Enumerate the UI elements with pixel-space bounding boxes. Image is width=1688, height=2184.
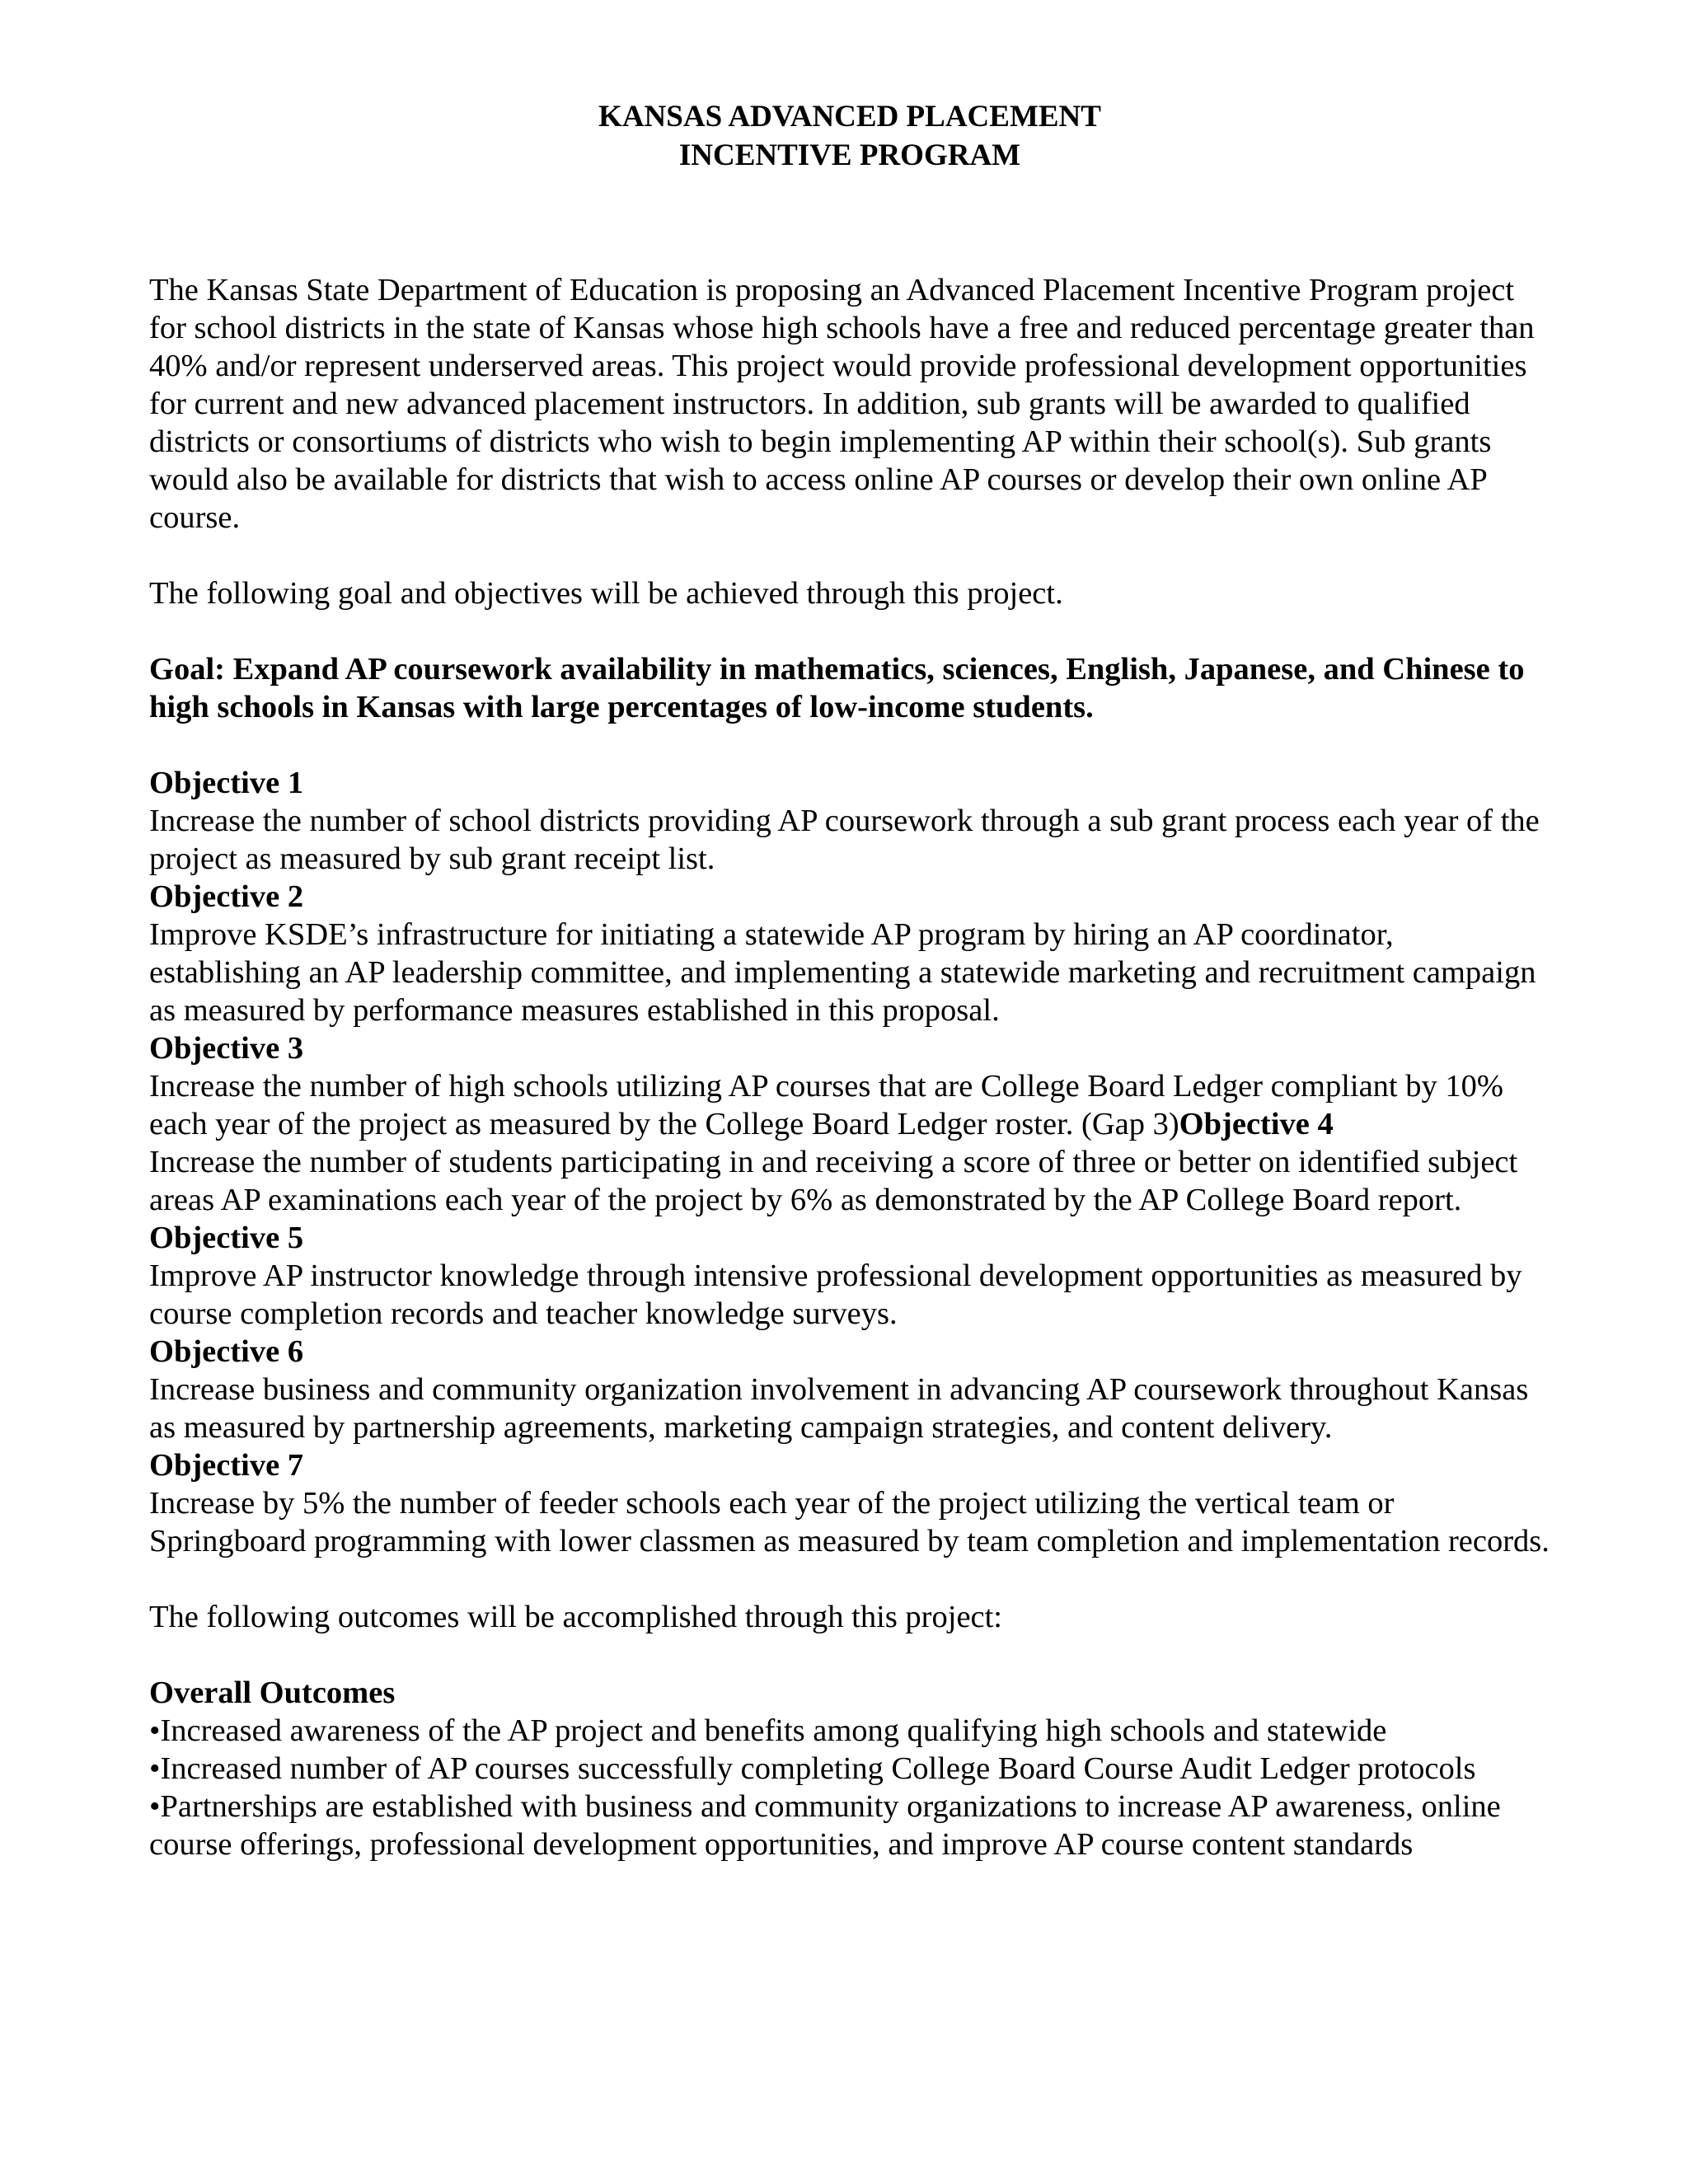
objective-3-heading: Objective 3 xyxy=(149,1031,304,1066)
document-title xyxy=(149,97,1550,175)
objective-7-heading: Objective 7 xyxy=(149,1448,304,1483)
objective-2-text: Improve KSDE’s infrastructure for initiating a statewide AP program by hiring an AP coordinator, establishing an AP leadership committee, and implementing a statewide marketing and recruitment campaign as measured by performance measures established in this proposal. xyxy=(149,917,1536,1028)
outcome-item: •Increased number of AP courses successfully completing College Board Course Audit Ledger protocols xyxy=(149,1751,1476,1786)
goal-statement: Goal: Expand AP coursework availability in mathematics, sciences, English, Japanese, and Chinese to high schools in Kansas with large percentages of low-income students. xyxy=(149,652,1525,724)
document-page xyxy=(149,97,1550,1863)
outcomes-heading: Overall Outcomes xyxy=(149,1675,396,1710)
objective-4-heading: Objective 4 xyxy=(1179,1107,1334,1141)
objective-5-text: Improve AP instructor knowledge through intensive professional development opportunities as measured by course completion records and teacher knowledge surveys. xyxy=(149,1258,1522,1331)
objective-6-heading: Objective 6 xyxy=(149,1334,304,1369)
outcome-item: •Increased awareness of the AP project and benefits among qualifying high schools and statewide xyxy=(149,1713,1387,1748)
objective-5-heading: Objective 5 xyxy=(149,1221,304,1255)
objective-2-heading: Objective 2 xyxy=(149,879,304,914)
objective-3-body: Increase the number of high schools utilizing AP courses that are College Board Ledger compliant by 10% each year of the project as measured by the College Board Ledger roster. (Gap 3) xyxy=(149,1069,1503,1141)
objectives-list xyxy=(149,764,1550,1560)
outcomes-lead: The following outcomes will be accomplished through this project: xyxy=(149,1600,1003,1634)
objective-1-text: Increase the number of school districts providing AP coursework through a sub grant process each year of the project as measured by sub grant receipt list. xyxy=(149,804,1540,876)
intro-paragraph: The Kansas State Department of Education is proposing an Advanced Placement Incentive Program project for school districts in the state of Kansas whose high schools have a free and reduced percentage greater than 40% and/or represent underserved areas. This project would provide professional development opportunities for current and new advanced placement instructors. In addition, sub grants will be awarded to qualified districts or consortiums of districts who wish to begin implementing AP within their school(s). Sub grants would also be available for districts that wish to access online AP courses or develop their own online AP course. xyxy=(149,273,1535,535)
title-line-1: KANSAS ADVANCED PLACEMENT xyxy=(598,100,1101,134)
outcomes-list xyxy=(149,1712,1550,1863)
objective-1-heading: Objective 1 xyxy=(149,766,304,800)
objective-6-text: Increase business and community organization involvement in advancing AP coursework throughout Kansas as measured by partnership agreements, marketing campaign strategies, and content delivery. xyxy=(149,1372,1529,1445)
title-line-2: INCENTIVE PROGRAM xyxy=(678,138,1021,172)
objective-4-text: Increase the number of students participating in and receiving a score of three or better on identified subject areas AP examinations each year of the project by 6% as demonstrated by the AP College Board report. xyxy=(149,1145,1518,1217)
outcome-item: •Partnerships are established with business and community organizations to increase AP awareness, online course offerings, professional development opportunities, and improve AP course content standards xyxy=(149,1789,1501,1862)
objective-3-text xyxy=(149,1067,1550,1143)
objectives-lead: The following goal and objectives will be achieved through this project. xyxy=(149,576,1063,611)
objective-7-text: Increase by 5% the number of feeder schools each year of the project utilizing the vertical team or Springboard programming with lower classmen as measured by team completion and implementation records. xyxy=(149,1486,1550,1558)
